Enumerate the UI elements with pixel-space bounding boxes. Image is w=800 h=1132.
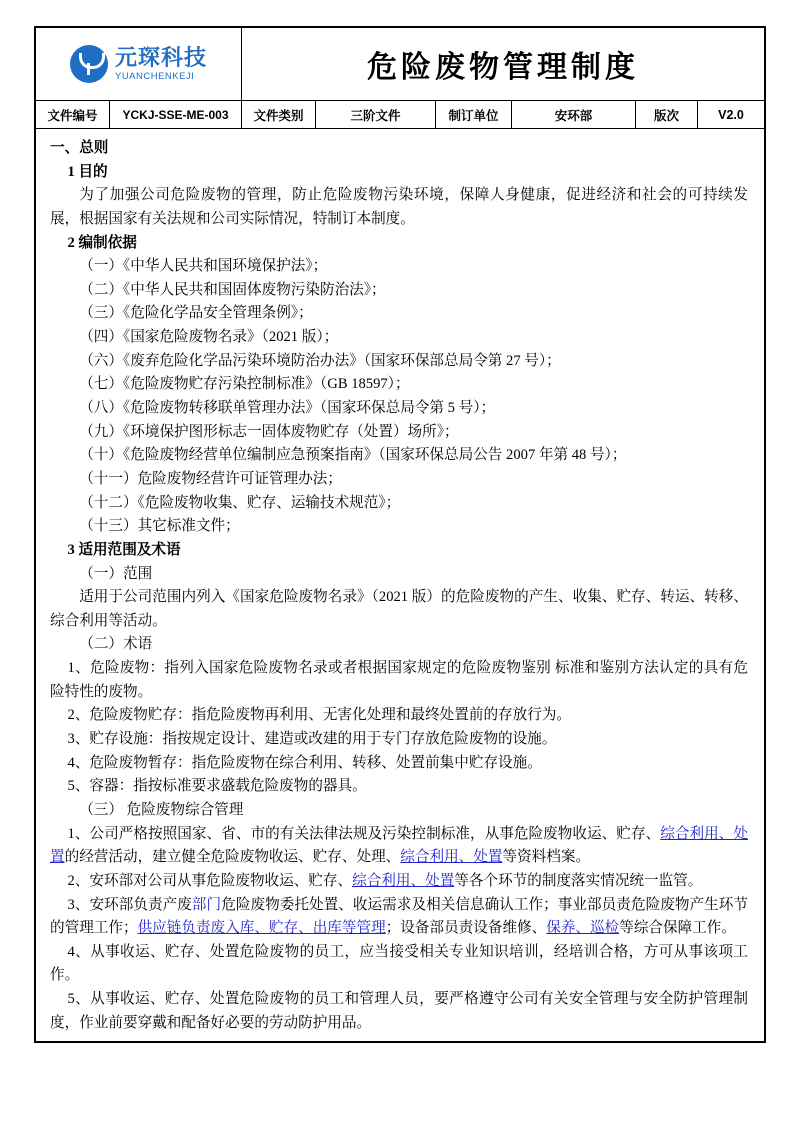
issuing-dept-value: 安环部: [512, 101, 636, 128]
version-value: V2.0: [718, 107, 744, 122]
document-body: [36, 129, 764, 1041]
mgmt3-highlight-1: 部门: [191, 896, 222, 913]
mgmt3-part-a: 3、安环部负责产废: [67, 896, 192, 913]
doc-number-value: YCKJ-SSE-ME-003: [110, 101, 242, 128]
mgmt2-part-a: 2、安环部对公司从事危险废物收运、贮存、: [67, 872, 353, 889]
mgmt3-part-e: ；设备部员责设备维修、: [385, 920, 547, 937]
mgmt1-highlight-2: 综合利用、处置: [400, 849, 503, 866]
basis-item: （七）《危险废物贮存污染控制标准》（GB 18597）；: [79, 376, 410, 393]
basis-item: （三）《危险化学品安全管理条例》；: [79, 305, 313, 322]
mgmt3-highlight-2: 供应链负责废入库、贮存、出库等管理: [137, 920, 386, 937]
company-name-cn: 元琛科技: [114, 45, 207, 71]
basis-item: （六）《废弃危险化学品污染环境防治办法》（国家环保部总局令第 27 号）；: [79, 352, 561, 369]
term-item: 5、容器：指按标准要求盛载危险废物的器具。: [67, 778, 367, 795]
mgmt3-part-g: 等综合保障工作。: [619, 920, 736, 937]
term-item: 3、贮存设施：指按规定设计、建造或改建的用于专门存放危险废物的设施。: [67, 731, 557, 748]
term-item: 1、危险废物：指列入国家危险废物名录或者根据国家规定的危险废物鉴别 标准和鉴别方法认定的具有危险特性的废物。: [50, 660, 748, 700]
document-frame: [34, 26, 766, 1043]
document-header: [36, 28, 764, 101]
terms-subheading: （二）术语: [79, 636, 153, 653]
company-logo-text: [115, 46, 207, 81]
basis-item: （十一）危险废物经营许可证管理办法；: [79, 470, 342, 487]
management-item-2: [50, 870, 748, 894]
document-title: 危险废物管理制度: [367, 51, 639, 84]
basis-item: （二）《中华人民共和国固体废物污染防治法》；: [79, 281, 386, 298]
mgmt1-part-a: 1、公司严格按照国家、省、市的有关法律法规及污染控制标准，从事危险废物收运、贮存、: [67, 825, 661, 842]
paragraph-scope: 适用于公司范围内列入《国家危险废物名录》（2021 版）的危险废物的产生、收集、贮存、转运、转移、综合利用等活动。: [50, 589, 748, 629]
basis-item: （十）《危险废物经营单位编制应急预案指南》（国家环保总局公告 2007 年第 48 号）；: [79, 447, 627, 464]
basis-item: （一）《中华人民共和国环境保护法》；: [79, 258, 328, 275]
paragraph-purpose: 为了加强公司危险废物的管理，防止危险废物污染环境，保障人身健康，促进经济和社会的可持续发展，根据国家有关法规和公司实际情况，特制订本制度。: [50, 187, 748, 227]
mgmt1-part-c: 的经营活动，建立健全危险废物收运、贮存、处理、: [64, 849, 401, 866]
basis-item: （九）《环境保护图形标志一固体废物贮存（处置）场所》；: [79, 423, 459, 440]
title-cell: [242, 28, 764, 100]
heading-scope: 3 适用范围及术语: [67, 541, 181, 558]
mgmt3-part-c: 危险废物委托处置、收运需求及相关信息确认工作；事业部员责危险废物产生环节的管理工作；: [50, 896, 748, 937]
company-logo: [70, 45, 207, 83]
basis-item: （八）《危险废物转移联单管理办法》（国家环保总局令第 5 号）；: [79, 400, 496, 417]
basis-item: （十三）其它标准文件；: [79, 518, 240, 535]
basis-item: （十二）《危险废物收集、贮存、运输技术规范》；: [79, 494, 401, 511]
company-name-en: YUANCHENKEJI: [114, 70, 195, 82]
mgmt3-highlight-3: 保养、巡检: [546, 920, 620, 937]
management-subheading: （三） 危险废物综合管理: [79, 801, 244, 818]
section-heading-general: 一、总则: [50, 140, 109, 156]
document-meta-bar: [36, 101, 764, 129]
doc-type-label: 文件类别: [242, 101, 316, 128]
management-item-1: [50, 823, 748, 870]
mgmt1-part-e: 等资料档案。: [502, 849, 591, 866]
term-item: 4、危险废物暂存：指危险废物在综合利用、转移、处置前集中贮存设施。: [67, 754, 542, 771]
mgmt2-part-c: 等各个环节的制度落实情况统一监管。: [454, 872, 703, 889]
heading-basis: 2 编制依据: [67, 234, 137, 251]
scope-subheading: （一）范围: [79, 565, 153, 582]
doc-number-label: 文件编号: [36, 101, 110, 128]
management-item-5: 5、从事收运、贮存、处置危险废物的员工和管理人员，要严格遵守公司有关安全管理与安全防护管理制度，作业前要穿戴和配备好必要的劳动防护用品。: [50, 991, 748, 1031]
basis-item: （四）《国家危险废物名录》（2021 版）；: [79, 329, 339, 346]
logo-cell: [36, 28, 242, 100]
term-item: 2、危险废物贮存：指危险废物再利用、无害化处理和最终处置前的存放行为。: [67, 707, 572, 724]
doc-type-value: 三阶文件: [316, 101, 436, 128]
management-item-4: 4、从事收运、贮存、处置危险废物的员工，应当接受相关专业知识培训，经培训合格，方可从事该项工作。: [50, 943, 748, 984]
management-item-3: [50, 894, 748, 941]
mgmt1-highlight-1: 综合利用、处置: [50, 825, 748, 866]
issuing-dept-label: 制订单位: [436, 101, 512, 128]
heading-purpose: 1 目的: [67, 163, 108, 180]
company-logo-icon: [70, 45, 108, 83]
mgmt2-highlight: 综合利用、处置: [352, 872, 455, 889]
version-label: 版次: [636, 101, 698, 128]
